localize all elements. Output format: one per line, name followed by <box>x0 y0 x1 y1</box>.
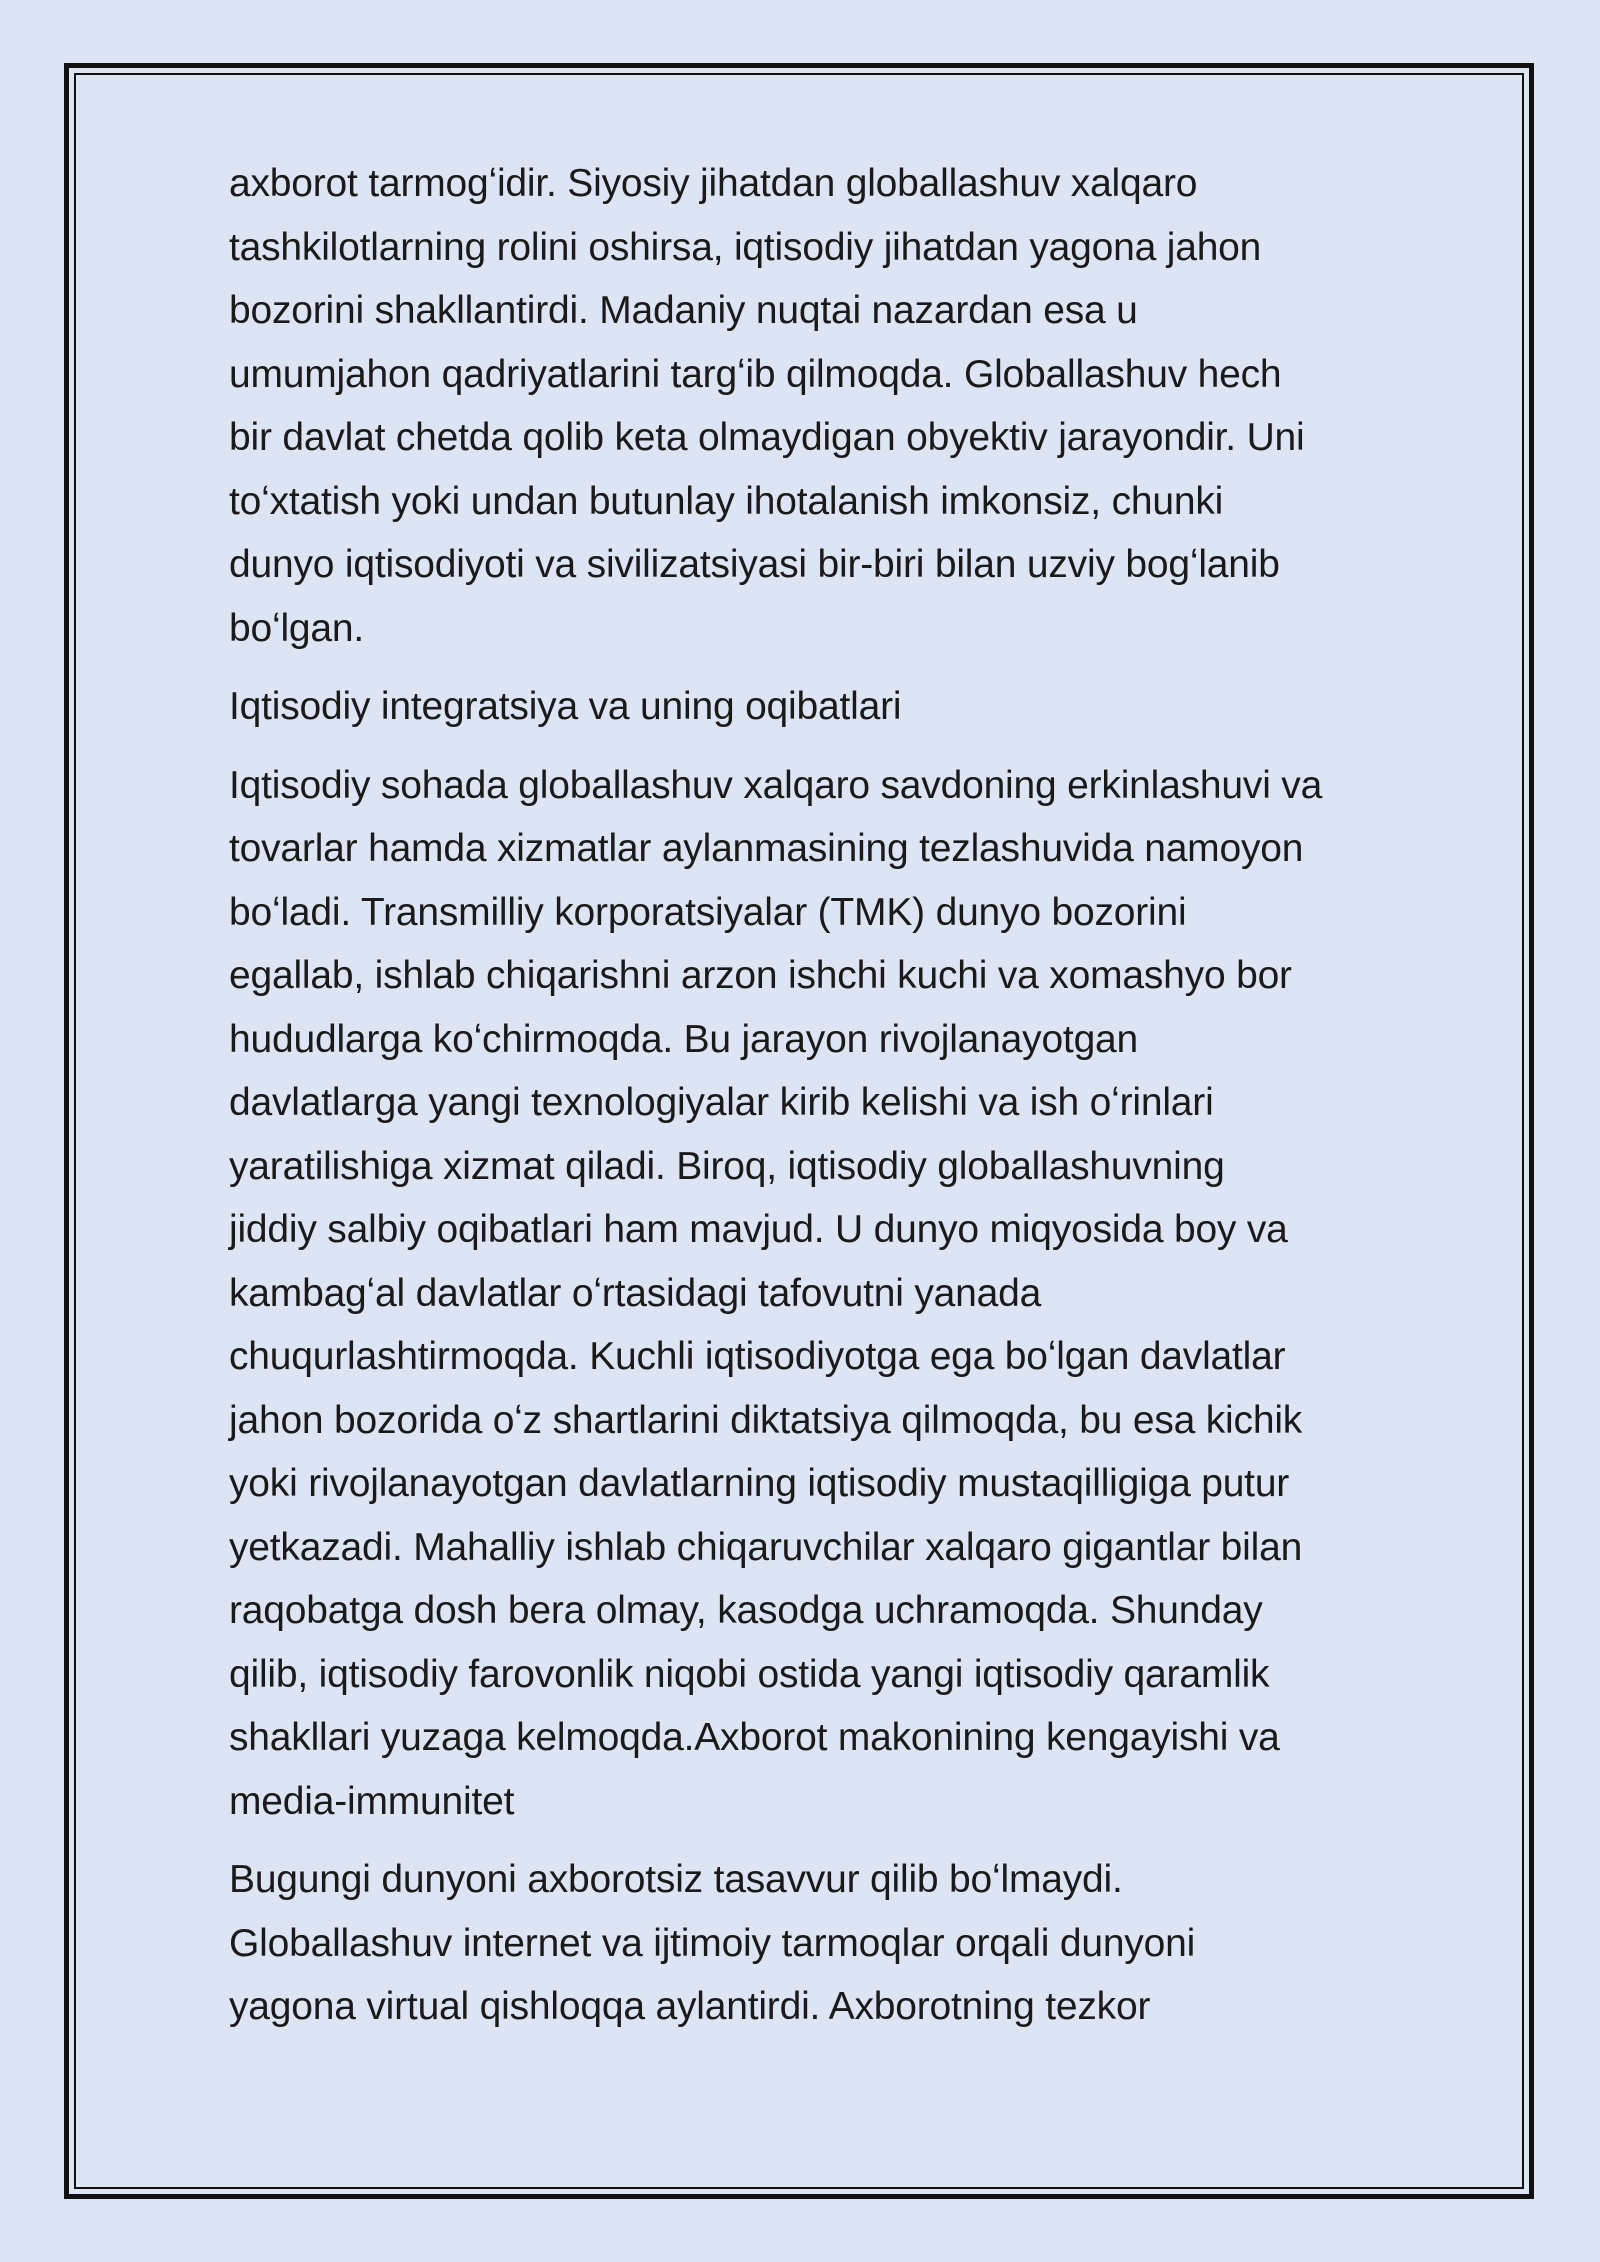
text-line: umumjahon qadriyatlarini targʻib qilmoqda. Globallashuv hech <box>229 352 1282 396</box>
text-line: chuqurlashtirmoqda. Kuchli iqtisodiyotga ega boʻlgan davlatlar <box>229 1335 1286 1378</box>
text-line: bozorini shakllantirdi. Madaniy nuqtai nazardan esa u <box>229 289 1138 332</box>
text-line: kambagʻal davlatlar oʻrtasidagi tafovutni yanada <box>229 1271 1042 1315</box>
text-line: bir davlat chetda qolib keta olmaydigan obyektiv jarayondir. Uni <box>229 416 1305 459</box>
text-line: axborot tarmogʻidir. Siyosiy jihatdan globallashuv xalqaro <box>229 162 1198 205</box>
text-line: hududlarga koʻchirmoqda. Bu jarayon rivojlanayotgan <box>229 1017 1139 1061</box>
text-line: Iqtisodiy integratsiya va uning oqibatlari <box>229 685 902 728</box>
text-line: boʻlgan. <box>229 606 365 650</box>
text-line: dunyo iqtisodiyoti va sivilizatsiyasi bir-biri bilan uzviy bogʻlanib <box>229 543 1280 586</box>
document-body <box>229 152 1499 2054</box>
text-line: yaratilishiga xizmat qiladi. Biroq, iqtisodiy globallashuvning <box>229 1144 1225 1188</box>
text-line: Bugungi dunyoni axborotsiz tasavvur qilib boʻlmaydi. <box>229 1858 1123 1901</box>
text-line: tovarlar hamda xizmatlar aylanmasining tezlashuvida namoyon <box>229 827 1304 870</box>
text-line: egallab, ishlab chiqarishni arzon ishchi kuchi va xomashyo bor <box>229 954 1292 997</box>
text-line: toʻxtatish yoki undan butunlay ihotalanish imkonsiz, chunki <box>229 479 1224 523</box>
section-heading <box>229 675 1499 739</box>
text-line: raqobatga dosh bera olmay, kasodga uchramoqda. Shunday <box>229 1589 1263 1632</box>
text-line: qilib, iqtisodiy farovonlik niqobi ostida yangi iqtisodiy qaramlik <box>229 1652 1270 1696</box>
text-line: jahon bozorida oʻz shartlarini diktatsiya qilmoqda, bu esa kichik <box>229 1398 1303 1442</box>
text-line: media-immunitet <box>229 1779 515 1823</box>
text-line: yoki rivojlanayotgan davlatlarning iqtisodiy mustaqilligiga putur <box>229 1462 1290 1505</box>
paragraph <box>229 754 1499 1834</box>
text-line: yagona virtual qishloqqa aylantirdi. Axborotning tezkor <box>229 1985 1151 2028</box>
paragraph <box>229 1848 1499 2039</box>
text-line: yetkazadi. Mahalliy ishlab chiqaruvchilar xalqaro gigantlar bilan <box>229 1525 1303 1569</box>
paragraph <box>229 152 1499 660</box>
text-line: tashkilotlarning rolini oshirsa, iqtisodiy jihatdan yagona jahon <box>229 225 1262 269</box>
text-line: Globallashuv internet va ijtimoiy tarmoqlar orqali dunyoni <box>229 1921 1196 1965</box>
text-line: boʻladi. Transmilliy korporatsiyalar (TMK) dunyo bozorini <box>229 890 1187 934</box>
text-line: davlatlarga yangi texnologiyalar kirib kelishi va ish oʻrinlari <box>229 1081 1214 1124</box>
text-line: jiddiy salbiy oqibatlari ham mavjud. U dunyo miqyosida boy va <box>229 1208 1288 1251</box>
text-line: Iqtisodiy sohada globallashuv xalqaro savdoning erkinlashuvi va <box>229 763 1323 807</box>
text-line: shakllari yuzaga kelmoqda.Axborot makonining kengayishi va <box>229 1716 1280 1759</box>
